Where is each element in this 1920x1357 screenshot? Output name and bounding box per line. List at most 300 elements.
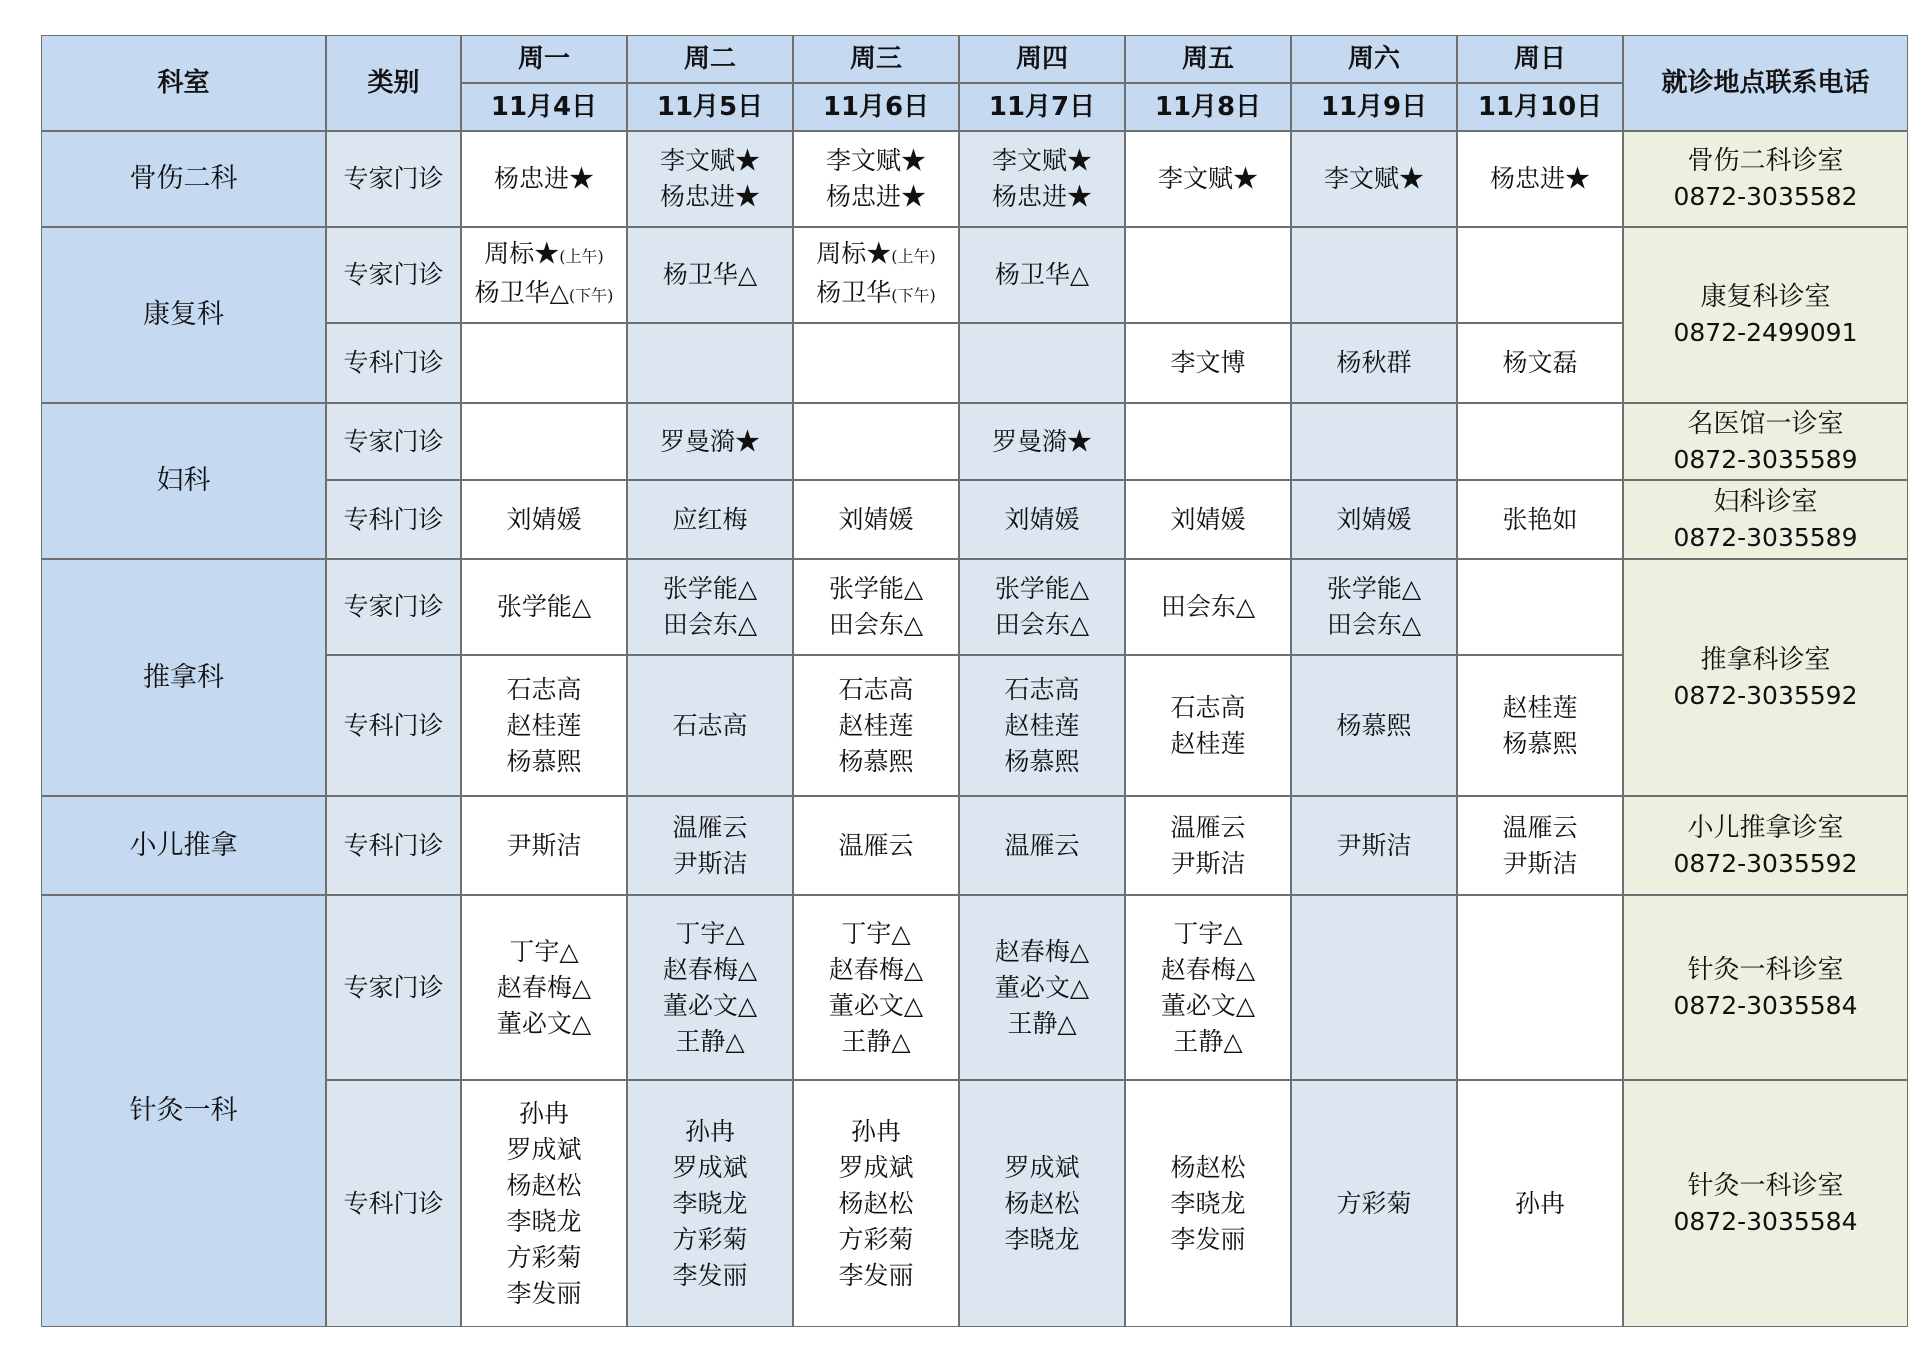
row-2-type-text-0: 专科门诊 — [343, 348, 444, 377]
doctor-cell-r9-c1-line-0 — [672, 1114, 747, 1150]
doctor-cell-r6-c1-content — [672, 708, 747, 744]
header-date-6-text-0: 11月10日 — [1477, 92, 1603, 122]
header-date-2 — [793, 83, 959, 131]
doctor-cell-r7-c4-text-0: 温雁云 — [1170, 812, 1246, 842]
doctor-cell-r9-c6-line-0 — [1515, 1186, 1565, 1222]
doctor-cell-r8-c1-line-2 — [663, 988, 757, 1024]
row-5-type-line-0 — [343, 589, 443, 625]
department-1 — [41, 227, 326, 403]
doctor-cell-r6-c6-text-1: 杨慕熙 — [1502, 728, 1578, 758]
doctor-cell-r5-c6 — [1457, 559, 1623, 655]
doctor-cell-r5-c3-line-0 — [995, 571, 1089, 607]
row-5-type-content — [343, 589, 443, 625]
doctor-cell-r1-c4 — [1125, 227, 1291, 323]
doctor-cell-r9-c1-text-4: 李发丽 — [672, 1260, 748, 1290]
header-type-line-0 — [367, 65, 419, 101]
doctor-cell-r8-c1 — [627, 895, 793, 1080]
doctor-cell-r1-c1-text-0: 杨卫华△ — [662, 260, 758, 289]
department-0-content — [130, 161, 238, 197]
doctor-cell-r9-c0-text-5: 李发丽 — [506, 1278, 582, 1308]
doctor-cell-r2-c1 — [627, 323, 793, 403]
doctor-cell-r8-c4 — [1125, 895, 1291, 1080]
department-1-line-0 — [143, 297, 224, 333]
doctor-cell-r9-c4-line-2 — [1170, 1222, 1245, 1258]
header-date-2-text-0: 11月6日 — [822, 92, 930, 122]
doctor-cell-r8-c0-text-2: 董必文△ — [496, 1008, 592, 1038]
header-weekday-4-line-0 — [1182, 41, 1234, 77]
doctor-cell-r6-c3-text-1: 赵桂莲 — [1004, 710, 1080, 740]
doctor-cell-r5-c4-text-0: 田会东△ — [1160, 592, 1256, 621]
row-8-type-text-0: 专家门诊 — [343, 972, 444, 1002]
doctor-cell-r3-c1 — [627, 403, 793, 480]
doctor-cell-r4-c0-text-0: 刘婧媛 — [506, 504, 582, 534]
doctor-cell-r0-c3-line-0 — [992, 143, 1092, 179]
doctor-cell-r0-c4-text-0: 李文赋★ — [1157, 164, 1258, 193]
doctor-cell-r8-c3-line-1 — [995, 970, 1089, 1006]
contact-7-content — [1674, 1168, 1858, 1240]
doctor-cell-r9-c5 — [1291, 1080, 1457, 1327]
department-5-line-0 — [130, 1093, 238, 1129]
department-1-content — [143, 297, 224, 333]
header-contact-text-0: 就诊地点联系电话 — [1661, 68, 1870, 98]
doctor-cell-r6-c1 — [627, 655, 793, 796]
doctor-cell-r7-c1 — [627, 796, 793, 895]
doctor-cell-r7-c3-text-0: 温雁云 — [1004, 830, 1080, 860]
doctor-cell-r5-c1-text-0: 张学能△ — [662, 574, 758, 603]
doctor-cell-r7-c2-content — [838, 828, 913, 864]
doctor-cell-r9-c2-text-4: 李发丽 — [838, 1260, 914, 1290]
row-5-type — [326, 559, 461, 655]
doctor-cell-r1-c0 — [461, 227, 627, 323]
doctor-cell-r3-c3 — [959, 403, 1125, 480]
doctor-cell-r5-c2-line-1 — [829, 607, 923, 643]
contact-4-line-1 — [1674, 678, 1858, 714]
doctor-cell-r6-c2-text-0: 石志高 — [838, 674, 914, 704]
doctor-cell-r9-c2-line-0 — [838, 1114, 913, 1150]
doctor-cell-r8-c3-text-0: 赵春梅△ — [994, 936, 1090, 966]
doctor-cell-r0-c6-line-0 — [1490, 161, 1590, 197]
header-weekday-0-line-0 — [518, 41, 570, 77]
doctor-cell-r6-c4-line-0 — [1170, 690, 1245, 726]
doctor-cell-r9-c0-line-0 — [506, 1096, 581, 1132]
doctor-cell-r8-c1-line-1 — [663, 952, 757, 988]
doctor-cell-r0-c2-content — [826, 143, 926, 215]
doctor-cell-r5-c5-text-1: 田会东△ — [1326, 610, 1422, 639]
doctor-cell-r6-c0-line-0 — [506, 672, 581, 708]
row-3-type — [326, 403, 461, 480]
doctor-cell-r0-c1 — [627, 131, 793, 227]
doctor-cell-r9-c4-line-1 — [1170, 1186, 1245, 1222]
doctor-cell-r6-c0-text-2: 杨慕熙 — [506, 746, 582, 776]
department-3 — [41, 559, 326, 796]
contact-7-line-0 — [1674, 1168, 1858, 1204]
header-date-5 — [1291, 83, 1457, 131]
doctor-cell-r5-c3-content — [995, 571, 1089, 643]
header-weekday-4 — [1125, 35, 1291, 83]
doctor-cell-r9-c3-line-2 — [1004, 1222, 1079, 1258]
doctor-cell-r9-c0-text-3: 李晓龙 — [506, 1206, 582, 1236]
doctor-cell-r9-c1-line-2 — [672, 1186, 747, 1222]
doctor-cell-r6-c0-line-2 — [506, 744, 581, 780]
doctor-cell-r9-c2-line-2 — [838, 1186, 913, 1222]
doctor-cell-r1-c0-content — [475, 236, 614, 314]
department-4-content — [130, 828, 238, 864]
header-weekday-3-content — [1016, 41, 1068, 77]
doctor-cell-r8-c2-line-2 — [829, 988, 923, 1024]
doctor-cell-r9-c1-line-1 — [672, 1150, 747, 1186]
doctor-cell-r8-c4-text-3: 王静△ — [1173, 1026, 1243, 1056]
doctor-cell-r8-c3 — [959, 895, 1125, 1080]
doctor-cell-r4-c3 — [959, 480, 1125, 559]
doctor-cell-r4-c6 — [1457, 480, 1623, 559]
contact-1-text-0: 康复科诊室 — [1700, 282, 1831, 312]
contact-1-content — [1674, 279, 1858, 351]
department-3-line-0 — [143, 660, 224, 696]
row-7-type-text-0: 专科门诊 — [343, 830, 444, 860]
doctor-cell-r8-c2-line-3 — [829, 1024, 923, 1060]
doctor-cell-r3-c0 — [461, 403, 627, 480]
row-0-type-content — [343, 161, 443, 197]
doctor-cell-r1-c5 — [1291, 227, 1457, 323]
doctor-cell-r1-c6 — [1457, 227, 1623, 323]
doctor-cell-r1-c2-line-1 — [816, 275, 936, 314]
row-9-type — [326, 1080, 461, 1327]
doctor-cell-r9-c4-text-1: 李晓龙 — [1170, 1188, 1246, 1218]
header-date-3-content — [989, 89, 1095, 125]
doctor-cell-r9-c4-line-0 — [1170, 1150, 1245, 1186]
doctor-cell-r6-c0-text-1: 赵桂莲 — [506, 710, 582, 740]
doctor-cell-r0-c5 — [1291, 131, 1457, 227]
header-date-3 — [959, 83, 1125, 131]
doctor-cell-r7-c1-line-0 — [672, 810, 747, 846]
header-date-1-line-0 — [657, 89, 763, 125]
doctor-cell-r5-c3-line-1 — [995, 607, 1089, 643]
doctor-cell-r5-c2-text-0: 张学能△ — [828, 574, 924, 603]
doctor-cell-r9-c5-text-0: 方彩菊 — [1336, 1188, 1412, 1218]
doctor-cell-r8-c2-text-0: 丁宇△ — [841, 918, 911, 948]
doctor-cell-r6-c4-line-1 — [1170, 726, 1245, 762]
doctor-cell-r0-c3-content — [992, 143, 1092, 215]
doctor-cell-r9-c2-line-3 — [838, 1222, 913, 1258]
doctor-cell-r8-c0-text-1: 赵春梅△ — [496, 972, 592, 1002]
doctor-cell-r0-c0-line-0 — [494, 161, 594, 197]
header-date-4-content — [1155, 89, 1261, 125]
doctor-cell-r4-c4-text-0: 刘婧媛 — [1170, 504, 1246, 534]
doctor-cell-r4-c4-content — [1170, 502, 1245, 538]
header-date-1-text-0: 11月5日 — [656, 92, 764, 122]
doctor-cell-r7-c0 — [461, 796, 627, 895]
doctor-cell-r0-c1-content — [660, 143, 760, 215]
doctor-cell-r1-c2-note-0: (上午) — [891, 247, 936, 266]
doctor-cell-r4-c4 — [1125, 480, 1291, 559]
doctor-cell-r6-c2 — [793, 655, 959, 796]
department-2-text-0: 妇科 — [156, 465, 211, 496]
doctor-cell-r9-c0-text-0: 孙冉 — [518, 1098, 569, 1128]
doctor-cell-r7-c6 — [1457, 796, 1623, 895]
header-weekday-1 — [627, 35, 793, 83]
doctor-cell-r9-c3-line-0 — [1004, 1150, 1079, 1186]
doctor-cell-r6-c3-line-0 — [1004, 672, 1079, 708]
doctor-cell-r8-c2-content — [829, 916, 923, 1060]
contact-5-line-1 — [1674, 846, 1858, 882]
doctor-cell-r4-c1 — [627, 480, 793, 559]
doctor-cell-r5-c2-text-1: 田会东△ — [828, 610, 924, 639]
contact-6-line-0 — [1674, 952, 1858, 988]
doctor-cell-r9-c3 — [959, 1080, 1125, 1327]
department-5-content — [130, 1093, 238, 1129]
row-6-type-line-0 — [343, 708, 443, 744]
doctor-cell-r9-c0 — [461, 1080, 627, 1327]
row-4-type-content — [343, 502, 443, 538]
contact-3-line-0 — [1674, 484, 1858, 520]
doctor-cell-r9-c0-text-1: 罗成斌 — [506, 1134, 582, 1164]
row-6-type-text-0: 专科门诊 — [343, 710, 444, 740]
doctor-cell-r9-c3-content — [1004, 1150, 1079, 1258]
header-weekday-3-line-0 — [1016, 41, 1068, 77]
doctor-cell-r8-c2-text-2: 董必文△ — [828, 990, 924, 1020]
header-department-text-0: 科室 — [157, 68, 210, 98]
contact-0-text-0: 骨伤二科诊室 — [1687, 146, 1844, 176]
header-date-2-content — [823, 89, 929, 125]
doctor-cell-r5-c5-content — [1327, 571, 1421, 643]
department-4-line-0 — [130, 828, 238, 864]
doctor-cell-r0-c6-content — [1490, 161, 1590, 197]
doctor-cell-r4-c0-content — [506, 502, 581, 538]
department-3-text-0: 推拿科 — [143, 661, 224, 693]
header-date-6 — [1457, 83, 1623, 131]
doctor-cell-r0-c2-text-1: 杨忠进★ — [825, 182, 926, 211]
doctor-cell-r7-c3-content — [1004, 828, 1079, 864]
row-7-type-line-0 — [343, 828, 443, 864]
doctor-cell-r5-c0-line-0 — [497, 589, 591, 625]
contact-4 — [1623, 559, 1908, 796]
doctor-cell-r1-c3-content — [995, 257, 1089, 293]
row-6-type — [326, 655, 461, 796]
header-date-0 — [461, 83, 627, 131]
doctor-cell-r9-c4 — [1125, 1080, 1291, 1327]
doctor-cell-r2-c4 — [1125, 323, 1291, 403]
doctor-cell-r9-c0-line-1 — [506, 1132, 581, 1168]
doctor-cell-r9-c2-content — [838, 1114, 913, 1294]
doctor-cell-r8-c2-line-1 — [829, 952, 923, 988]
doctor-cell-r2-c6-line-0 — [1502, 345, 1577, 381]
doctor-cell-r5-c5-line-0 — [1327, 571, 1421, 607]
header-weekday-6 — [1457, 35, 1623, 83]
contact-6-line-1 — [1674, 988, 1858, 1024]
doctor-cell-r0-c3-text-1: 杨忠进★ — [991, 182, 1092, 211]
doctor-cell-r4-c2-line-0 — [838, 502, 913, 538]
doctor-cell-r0-c4-line-0 — [1158, 161, 1258, 197]
header-weekday-3 — [959, 35, 1125, 83]
header-department-line-0 — [157, 65, 209, 101]
doctor-cell-r5-c4-content — [1161, 589, 1255, 625]
doctor-cell-r5-c0-content — [497, 589, 591, 625]
doctor-cell-r1-c2-note-1: (下午) — [891, 286, 936, 305]
doctor-cell-r9-c0-text-2: 杨赵松 — [506, 1170, 582, 1200]
header-weekday-5 — [1291, 35, 1457, 83]
doctor-cell-r6-c0-content — [506, 672, 581, 780]
doctor-cell-r0-c5-text-0: 李文赋★ — [1323, 164, 1424, 193]
doctor-cell-r5-c5-line-1 — [1327, 607, 1421, 643]
header-weekday-2-text-0: 周三 — [849, 44, 902, 74]
doctor-cell-r9-c0-line-3 — [506, 1204, 581, 1240]
doctor-cell-r6-c5-text-0: 杨慕熙 — [1336, 710, 1412, 740]
doctor-cell-r4-c2 — [793, 480, 959, 559]
doctor-cell-r7-c2-text-0: 温雁云 — [838, 830, 914, 860]
contact-6-text-0: 针灸一科诊室 — [1687, 954, 1844, 985]
doctor-cell-r0-c0 — [461, 131, 627, 227]
doctor-cell-r4-c5 — [1291, 480, 1457, 559]
doctor-cell-r0-c1-text-0: 李文赋★ — [659, 146, 760, 175]
doctor-cell-r8-c0-line-1 — [497, 970, 591, 1006]
contact-1-text-1: 0872-2499091 — [1673, 318, 1858, 347]
row-6-type-content — [343, 708, 443, 744]
row-8-type-content — [343, 970, 443, 1006]
department-2 — [41, 403, 326, 559]
row-1-type-content — [343, 257, 443, 293]
doctor-cell-r1-c1-line-0 — [663, 257, 757, 293]
row-2-type — [326, 323, 461, 403]
doctor-cell-r8-c1-text-1: 赵春梅△ — [662, 954, 758, 984]
doctor-cell-r2-c6-text-0: 杨文磊 — [1502, 348, 1578, 377]
doctor-cell-r6-c2-line-0 — [838, 672, 913, 708]
doctor-cell-r6-c1-line-0 — [672, 708, 747, 744]
doctor-cell-r9-c0-line-2 — [506, 1168, 581, 1204]
doctor-cell-r4-c3-line-0 — [1004, 502, 1079, 538]
row-9-type-text-0: 专科门诊 — [343, 1188, 444, 1218]
doctor-cell-r1-c1-content — [663, 257, 757, 293]
doctor-cell-r9-c6 — [1457, 1080, 1623, 1327]
header-type-content — [367, 65, 419, 101]
doctor-cell-r7-c1-text-0: 温雁云 — [672, 812, 748, 842]
department-0 — [41, 131, 326, 227]
doctor-cell-r5-c4-line-0 — [1161, 589, 1255, 625]
doctor-cell-r9-c2-text-0: 孙冉 — [850, 1116, 901, 1146]
doctor-cell-r7-c0-content — [506, 828, 581, 864]
doctor-cell-r9-c1-content — [672, 1114, 747, 1294]
header-weekday-0-text-0: 周一 — [517, 44, 570, 74]
doctor-cell-r9-c3-text-0: 罗成斌 — [1004, 1152, 1080, 1182]
doctor-cell-r2-c6-content — [1502, 345, 1577, 381]
row-0-type-line-0 — [343, 161, 443, 197]
doctor-cell-r4-c2-content — [838, 502, 913, 538]
doctor-cell-r8-c1-line-3 — [663, 1024, 757, 1060]
contact-0-line-1 — [1674, 179, 1858, 215]
doctor-cell-r3-c5 — [1291, 403, 1457, 480]
contact-0-text-1: 0872-3035582 — [1673, 182, 1858, 211]
doctor-cell-r9-c6-text-0: 孙冉 — [1514, 1188, 1565, 1218]
doctor-cell-r5-c1-content — [663, 571, 757, 643]
header-date-2-line-0 — [823, 89, 929, 125]
doctor-cell-r2-c3 — [959, 323, 1125, 403]
contact-2-content — [1674, 406, 1858, 478]
doctor-cell-r9-c3-text-1: 杨赵松 — [1004, 1188, 1080, 1218]
contact-1-line-1 — [1674, 315, 1858, 351]
doctor-cell-r4-c6-text-0: 张艳如 — [1502, 504, 1578, 534]
doctor-cell-r6-c5-line-0 — [1336, 708, 1411, 744]
doctor-cell-r4-c3-content — [1004, 502, 1079, 538]
contact-6 — [1623, 895, 1908, 1080]
doctor-cell-r9-c0-content — [506, 1096, 581, 1312]
doctor-cell-r0-c5-line-0 — [1324, 161, 1424, 197]
doctor-cell-r5-c2-content — [829, 571, 923, 643]
doctor-cell-r1-c1 — [627, 227, 793, 323]
doctor-cell-r9-c2-line-1 — [838, 1150, 913, 1186]
department-4 — [41, 796, 326, 895]
header-type-text-0: 类别 — [367, 68, 420, 98]
header-date-6-content — [1478, 89, 1602, 125]
header-date-3-line-0 — [989, 89, 1095, 125]
header-weekday-4-text-0: 周五 — [1181, 44, 1234, 74]
contact-2-text-1: 0872-3035589 — [1673, 444, 1858, 474]
header-weekday-5-line-0 — [1348, 41, 1400, 77]
doctor-cell-r8-c1-text-3: 王静△ — [675, 1026, 745, 1056]
doctor-cell-r8-c3-text-2: 王静△ — [1007, 1008, 1077, 1038]
doctor-cell-r8-c2-text-1: 赵春梅△ — [828, 954, 924, 984]
doctor-cell-r2-c2 — [793, 323, 959, 403]
doctor-cell-r6-c4 — [1125, 655, 1291, 796]
contact-3-text-1: 0872-3035589 — [1673, 522, 1858, 552]
contact-2 — [1623, 403, 1908, 480]
doctor-cell-r0-c6-text-0: 杨忠进★ — [1489, 164, 1590, 193]
doctor-cell-r7-c5 — [1291, 796, 1457, 895]
doctor-cell-r6-c4-text-0: 石志高 — [1170, 692, 1246, 722]
doctor-cell-r9-c1-text-3: 方彩菊 — [672, 1224, 748, 1254]
doctor-cell-r6-c6-text-0: 赵桂莲 — [1502, 692, 1578, 722]
doctor-cell-r0-c2 — [793, 131, 959, 227]
row-0-type-text-0: 专家门诊 — [343, 164, 444, 193]
doctor-cell-r6-c2-content — [838, 672, 913, 780]
doctor-cell-r1-c0-text-0: 周标★ — [484, 239, 560, 268]
doctor-cell-r7-c6-line-0 — [1502, 810, 1577, 846]
doctor-cell-r0-c3-text-0: 李文赋★ — [991, 146, 1092, 175]
doctor-cell-r9-c3-text-2: 李晓龙 — [1004, 1224, 1080, 1254]
contact-5-line-0 — [1674, 810, 1858, 846]
header-date-0-line-0 — [491, 89, 597, 125]
doctor-cell-r1-c0-line-0 — [475, 236, 614, 275]
header-date-5-text-0: 11月9日 — [1320, 92, 1428, 122]
doctor-cell-r7-c4-line-0 — [1170, 810, 1245, 846]
doctor-cell-r3-c1-line-0 — [660, 424, 760, 460]
contact-6-content — [1674, 952, 1858, 1024]
doctor-cell-r7-c0-line-0 — [506, 828, 581, 864]
doctor-cell-r1-c2-text-0: 周标★ — [816, 239, 892, 268]
doctor-cell-r5-c2-line-0 — [829, 571, 923, 607]
doctor-cell-r9-c2 — [793, 1080, 959, 1327]
contact-0-content — [1674, 143, 1858, 215]
doctor-cell-r3-c3-line-0 — [992, 424, 1092, 460]
header-date-1-content — [657, 89, 763, 125]
doctor-cell-r7-c4 — [1125, 796, 1291, 895]
doctor-cell-r7-c6-text-1: 尹斯洁 — [1502, 848, 1578, 878]
header-date-6-line-0 — [1478, 89, 1602, 125]
contact-4-content — [1674, 642, 1858, 714]
contact-7-line-1 — [1674, 1204, 1858, 1240]
doctor-cell-r4-c1-line-0 — [672, 502, 747, 538]
row-3-type-content — [343, 424, 443, 460]
doctor-cell-r7-c3 — [959, 796, 1125, 895]
doctor-cell-r8-c0-content — [497, 934, 591, 1042]
doctor-cell-r6-c2-line-1 — [838, 708, 913, 744]
doctor-cell-r2-c5-line-0 — [1336, 345, 1411, 381]
doctor-cell-r4-c5-text-0: 刘婧媛 — [1336, 504, 1412, 534]
doctor-cell-r9-c0-line-4 — [506, 1240, 581, 1276]
doctor-cell-r9-c2-text-2: 杨赵松 — [838, 1188, 914, 1218]
doctor-cell-r8-c4-content — [1161, 916, 1255, 1060]
doctor-cell-r8-c4-text-1: 赵春梅△ — [1160, 954, 1256, 984]
doctor-cell-r7-c6-line-1 — [1502, 846, 1577, 882]
contact-3 — [1623, 480, 1908, 559]
